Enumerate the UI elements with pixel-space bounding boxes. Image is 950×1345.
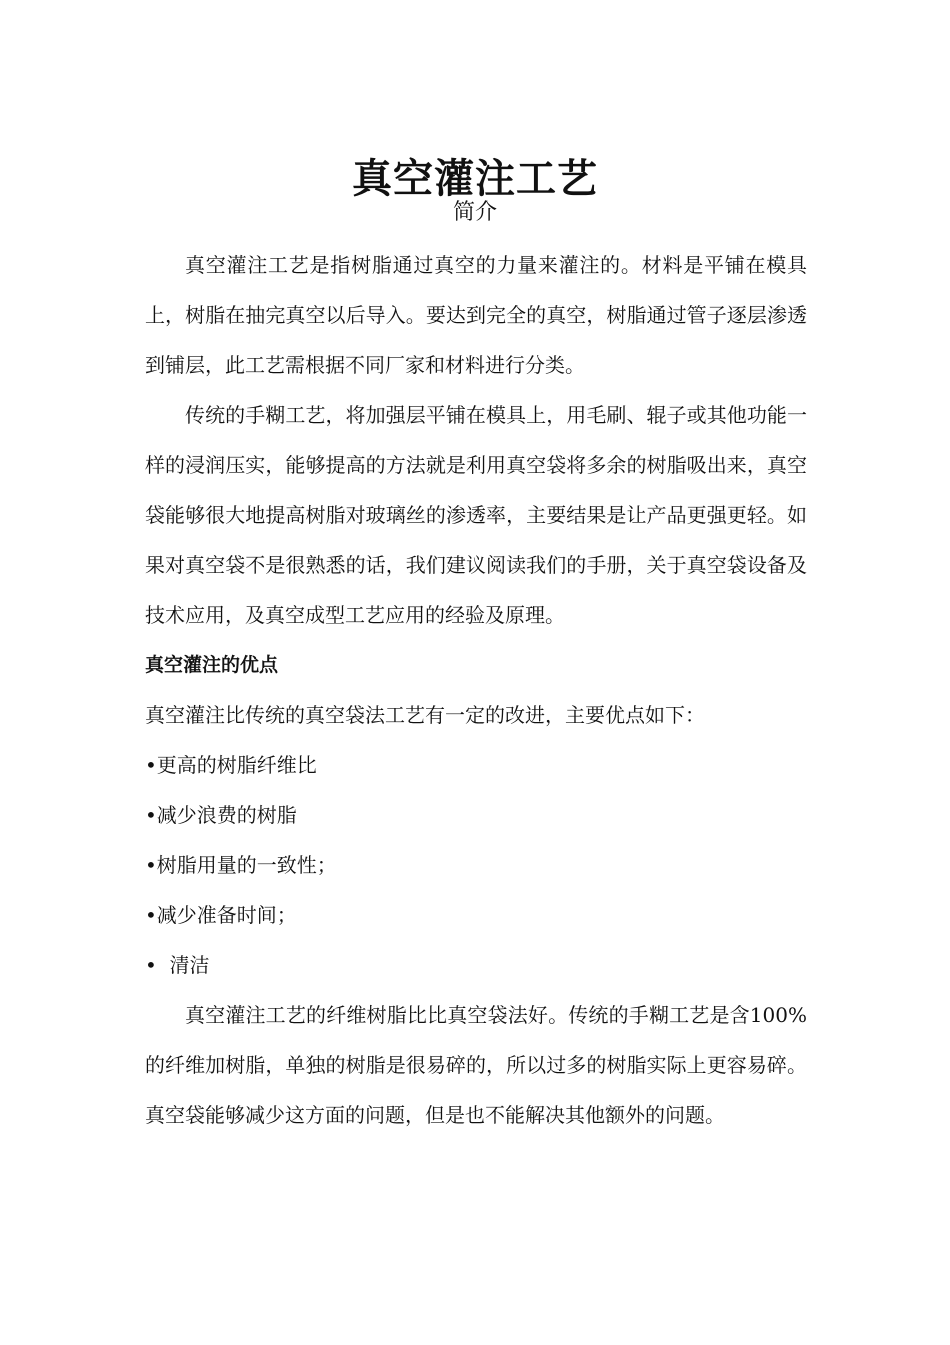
section-heading: 真空灌注的优点 (145, 654, 279, 676)
intro-paragraph-1: 真空灌注工艺是指树脂通过真空的力量来灌注的。材料是平铺在模具上，树脂在抽完真空以后导入。要达到完全的真空，树脂通过管子逐层渗透到铺层，此工艺需根据不同厂家和材料进行分类。 (145, 253, 807, 377)
list-item: •树脂用量的一致性； (145, 853, 337, 877)
document-title: 真空灌注工艺 (352, 154, 598, 202)
section-lead: 真空灌注比传统的真空袋法工艺有一定的改进，主要优点如下： (145, 703, 705, 727)
document-body (145, 240, 807, 1140)
advantages-list (145, 740, 807, 990)
closing-paragraph: 真空灌注工艺的纤维树脂比比真空袋法好。传统的手糊工艺是含100%的纤维加树脂，单独的树脂是很易碎的，所以过多的树脂实际上更容易碎。真空袋能够减少这方面的问题，但是也不能解决其他额外的问题。 (145, 1003, 807, 1127)
document-subtitle: 简介 (452, 200, 497, 225)
list-item: • 清洁 (145, 953, 210, 977)
intro-paragraph-2: 传统的手糊工艺，将加强层平铺在模具上，用毛刷、辊子或其他功能一样的浸润压实，能够提高的方法就是利用真空袋将多余的树脂吸出来，真空袋能够很大地提高树脂对玻璃丝的渗透率，主要结果是让产品更强更轻。如果对真空袋不是很熟悉的话，我们建议阅读我们的手册，关于真空袋设备及技术应用，及真空成型工艺应用的经验及原理。 (145, 403, 807, 627)
list-item: •减少浪费的树脂 (145, 803, 297, 827)
list-item: •减少准备时间； (145, 903, 297, 927)
list-item: •更高的树脂纤维比 (145, 753, 317, 777)
